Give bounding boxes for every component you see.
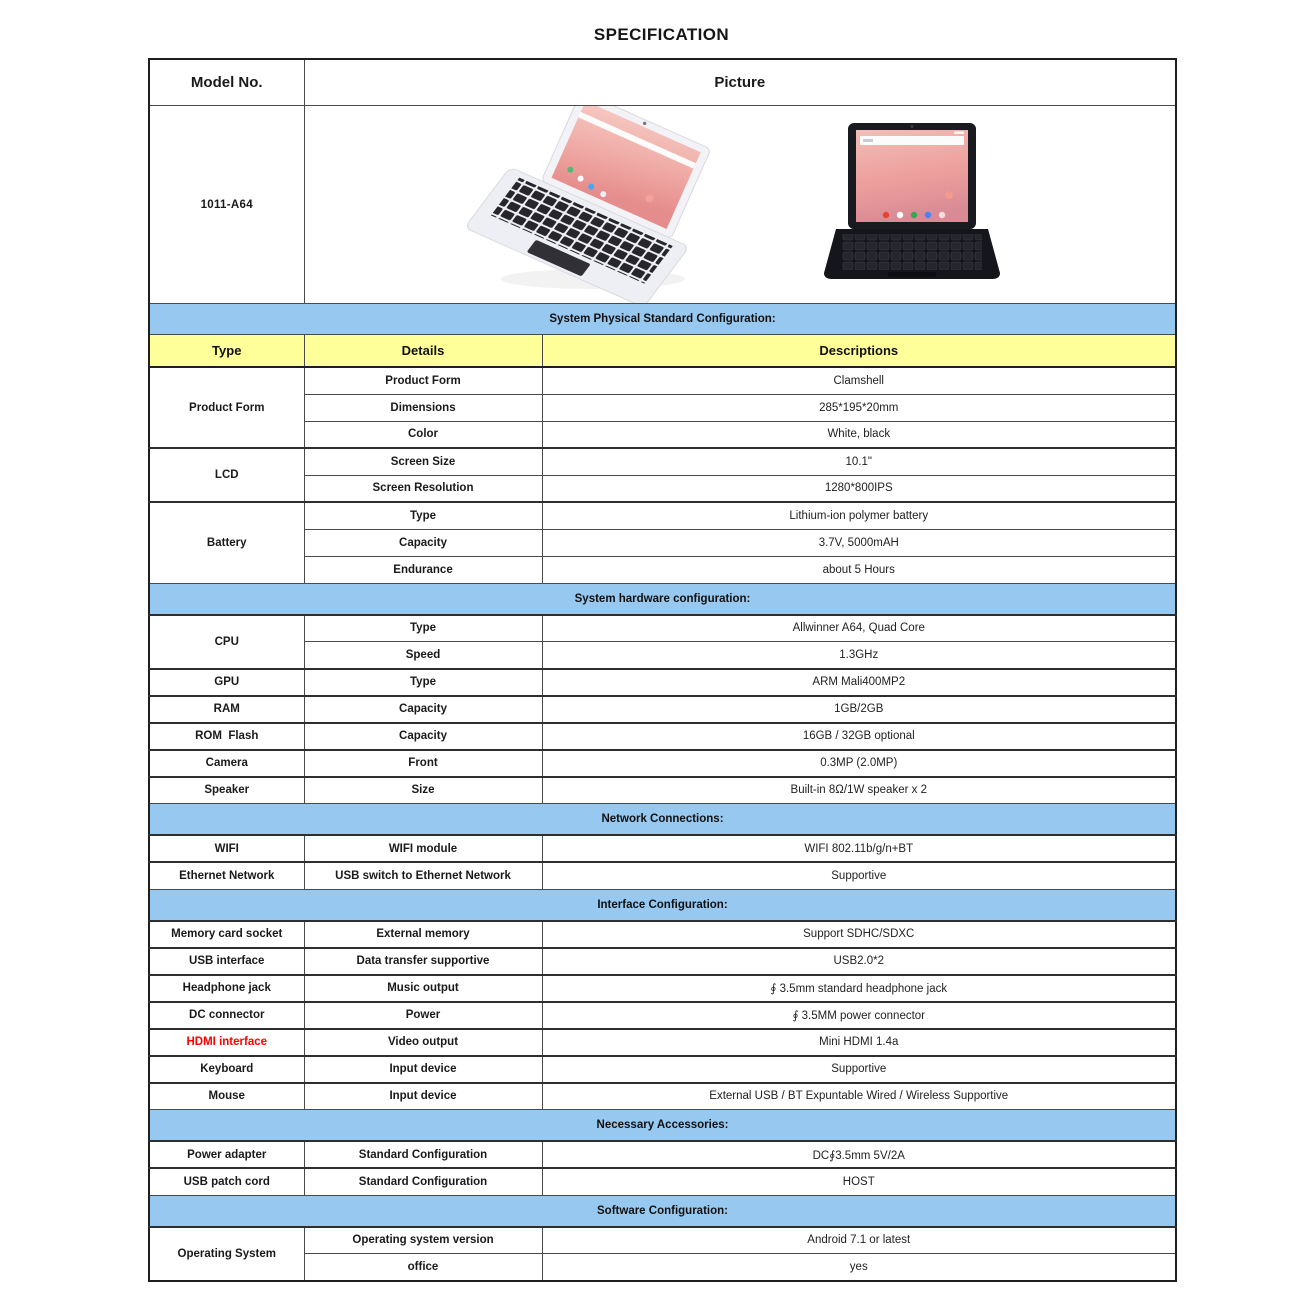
description-capacity-battery: 3.7V, 5000mAH xyxy=(542,529,1176,556)
table-row xyxy=(149,1168,1176,1195)
picture-header: Picture xyxy=(304,59,1176,106)
detail-usb-switch-to-ethernet-network: USB switch to Ethernet Network xyxy=(304,862,542,889)
description-external-memory-memory-card-socket: Support SDHC/SDXC xyxy=(542,921,1176,948)
description-input-device-mouse: External USB / BT Expuntable Wired / Wireless Supportive xyxy=(542,1083,1176,1110)
black-laptop-image xyxy=(818,121,1008,289)
laptop-pictures xyxy=(309,111,1172,299)
model-number: 1011-A64 xyxy=(149,106,304,304)
type-dc-connector: DC connector xyxy=(149,1002,304,1029)
table-row xyxy=(149,1141,1176,1168)
table-row xyxy=(149,642,1176,669)
type-cpu: CPU xyxy=(149,615,304,669)
table-row xyxy=(149,750,1176,777)
detail-capacity: Capacity xyxy=(304,723,542,750)
section-header-software-configuration: Software Configuration: xyxy=(149,1195,1176,1227)
description-screen-resolution-lcd: 1280*800IPS xyxy=(542,475,1176,502)
detail-video-output: Video output xyxy=(304,1029,542,1056)
table-row xyxy=(149,921,1176,948)
table-row xyxy=(149,669,1176,696)
keyboard xyxy=(842,234,982,270)
description-standard-configuration-usb-patch-cord: HOST xyxy=(542,1168,1176,1195)
detail-wifi-module: WIFI module xyxy=(304,835,542,862)
table-row xyxy=(149,394,1176,421)
section-row-necessary-accessories xyxy=(149,1110,1176,1142)
detail-office: office xyxy=(304,1254,542,1281)
detail-type: Type xyxy=(304,615,542,642)
type-wifi: WIFI xyxy=(149,835,304,862)
detail-operating-system-version: Operating system version xyxy=(304,1227,542,1254)
table-row xyxy=(149,1029,1176,1056)
page-title: SPECIFICATION xyxy=(593,25,730,44)
detail-endurance: Endurance xyxy=(304,556,542,583)
description-standard-configuration-power-adapter: DC∮3.5mm 5V/2A xyxy=(542,1141,1176,1168)
detail-size: Size xyxy=(304,777,542,804)
detail-external-memory: External memory xyxy=(304,921,542,948)
table-row xyxy=(149,556,1176,583)
description-screen-size-lcd: 10.1" xyxy=(542,448,1176,475)
model-picture-header-row xyxy=(149,59,1176,106)
column-header-descriptions: Descriptions xyxy=(542,335,1176,368)
detail-input-device: Input device xyxy=(304,1083,542,1110)
description-usb-switch-to-ethernet-network-ethernet-network: Supportive xyxy=(542,862,1176,889)
table-row xyxy=(149,367,1176,394)
type-ethernet-network: Ethernet Network xyxy=(149,862,304,889)
column-header-details: Details xyxy=(304,335,542,368)
description-video-output-hdmi-interface: Mini HDMI 1.4a xyxy=(542,1029,1176,1056)
detail-screen-size: Screen Size xyxy=(304,448,542,475)
table-row xyxy=(149,448,1176,475)
table-row xyxy=(149,475,1176,502)
type-memory-card-socket: Memory card socket xyxy=(149,921,304,948)
webcam-dot xyxy=(911,125,914,128)
table-row xyxy=(149,1227,1176,1254)
section-header-interface-configuration: Interface Configuration: xyxy=(149,889,1176,921)
description-capacity-ram: 1GB/2GB xyxy=(542,696,1176,723)
detail-dimensions: Dimensions xyxy=(304,394,542,421)
section-row-software-configuration xyxy=(149,1195,1176,1227)
description-type-cpu: Allwinner A64, Quad Core xyxy=(542,615,1176,642)
model-no-header: Model No. xyxy=(149,59,304,106)
description-input-device-keyboard: Supportive xyxy=(542,1056,1176,1083)
detail-capacity: Capacity xyxy=(304,529,542,556)
section-row-system-hardware-configuration xyxy=(149,583,1176,615)
description-product-form-product-form: Clamshell xyxy=(542,367,1176,394)
detail-capacity: Capacity xyxy=(304,696,542,723)
type-rom-flash: ROM Flash xyxy=(149,723,304,750)
description-front-camera: 0.3MP (2.0MP) xyxy=(542,750,1176,777)
table-row xyxy=(149,1083,1176,1110)
type-operating-system: Operating System xyxy=(149,1227,304,1281)
type-speaker: Speaker xyxy=(149,777,304,804)
description-color-product-form: White, black xyxy=(542,421,1176,448)
section-row-system-physical-standard-configuration xyxy=(149,304,1176,335)
type-usb-patch-cord: USB patch cord xyxy=(149,1168,304,1195)
detail-music-output: Music output xyxy=(304,975,542,1002)
table-row xyxy=(149,529,1176,556)
description-operating-system-version-operating-system: Android 7.1 or latest xyxy=(542,1227,1176,1254)
white-laptop-image xyxy=(471,111,723,299)
detail-standard-configuration: Standard Configuration xyxy=(304,1168,542,1195)
column-header-type: Type xyxy=(149,335,304,368)
detail-product-form: Product Form xyxy=(304,367,542,394)
column-header-row xyxy=(149,335,1176,368)
description-office-operating-system: yes xyxy=(542,1254,1176,1281)
table-row xyxy=(149,1002,1176,1029)
table-row xyxy=(149,502,1176,529)
description-capacity-rom-flash: 16GB / 32GB optional xyxy=(542,723,1176,750)
type-power-adapter: Power adapter xyxy=(149,1141,304,1168)
description-power-dc-connector: ∮ 3.5MM power connector xyxy=(542,1002,1176,1029)
spec-table xyxy=(148,58,1177,1282)
type-hdmi-interface: HDMI interface xyxy=(149,1029,304,1056)
type-mouse: Mouse xyxy=(149,1083,304,1110)
table-row xyxy=(149,948,1176,975)
table-row xyxy=(149,1056,1176,1083)
detail-type: Type xyxy=(304,502,542,529)
section-header-necessary-accessories: Necessary Accessories: xyxy=(149,1110,1176,1142)
description-speed-cpu: 1.3GHz xyxy=(542,642,1176,669)
type-gpu: GPU xyxy=(149,669,304,696)
picture-cell xyxy=(304,106,1176,304)
section-header-system-hardware-configuration: System hardware configuration: xyxy=(149,583,1176,615)
section-header-system-physical-standard-configuration: System Physical Standard Configuration: xyxy=(149,304,1176,335)
type-usb-interface: USB interface xyxy=(149,948,304,975)
detail-type: Type xyxy=(304,669,542,696)
table-row xyxy=(149,696,1176,723)
detail-standard-configuration: Standard Configuration xyxy=(304,1141,542,1168)
type-keyboard: Keyboard xyxy=(149,1056,304,1083)
detail-data-transfer-supportive: Data transfer supportive xyxy=(304,948,542,975)
description-type-battery: Lithium-ion polymer battery xyxy=(542,502,1176,529)
section-header-network-connections: Network Connections: xyxy=(149,804,1176,836)
table-row xyxy=(149,777,1176,804)
type-ram: RAM xyxy=(149,696,304,723)
description-data-transfer-supportive-usb-interface: USB2.0*2 xyxy=(542,948,1176,975)
description-endurance-battery: about 5 Hours xyxy=(542,556,1176,583)
description-music-output-headphone-jack: ∮ 3.5mm standard headphone jack xyxy=(542,975,1176,1002)
type-camera: Camera xyxy=(149,750,304,777)
table-row xyxy=(149,421,1176,448)
table-row xyxy=(149,1254,1176,1281)
description-dimensions-product-form: 285*195*20mm xyxy=(542,394,1176,421)
description-size-speaker: Built-in 8Ω/1W speaker x 2 xyxy=(542,777,1176,804)
section-row-interface-configuration xyxy=(149,889,1176,921)
table-row xyxy=(149,835,1176,862)
table-row xyxy=(149,615,1176,642)
detail-front: Front xyxy=(304,750,542,777)
table-row xyxy=(149,862,1176,889)
type-battery: Battery xyxy=(149,502,304,583)
description-type-gpu: ARM Mali400MP2 xyxy=(542,669,1176,696)
section-row-network-connections xyxy=(149,804,1176,836)
description-wifi-module-wifi: WIFI 802.11b/g/n+BT xyxy=(542,835,1176,862)
table-row xyxy=(149,975,1176,1002)
picture-row xyxy=(149,106,1176,304)
detail-screen-resolution: Screen Resolution xyxy=(304,475,542,502)
type-product-form: Product Form xyxy=(149,367,304,448)
detail-input-device: Input device xyxy=(304,1056,542,1083)
table-row xyxy=(149,723,1176,750)
detail-power: Power xyxy=(304,1002,542,1029)
spec-table-body xyxy=(149,59,1176,1281)
detail-speed: Speed xyxy=(304,642,542,669)
detail-color: Color xyxy=(304,421,542,448)
type-headphone-jack: Headphone jack xyxy=(149,975,304,1002)
type-lcd: LCD xyxy=(149,448,304,502)
